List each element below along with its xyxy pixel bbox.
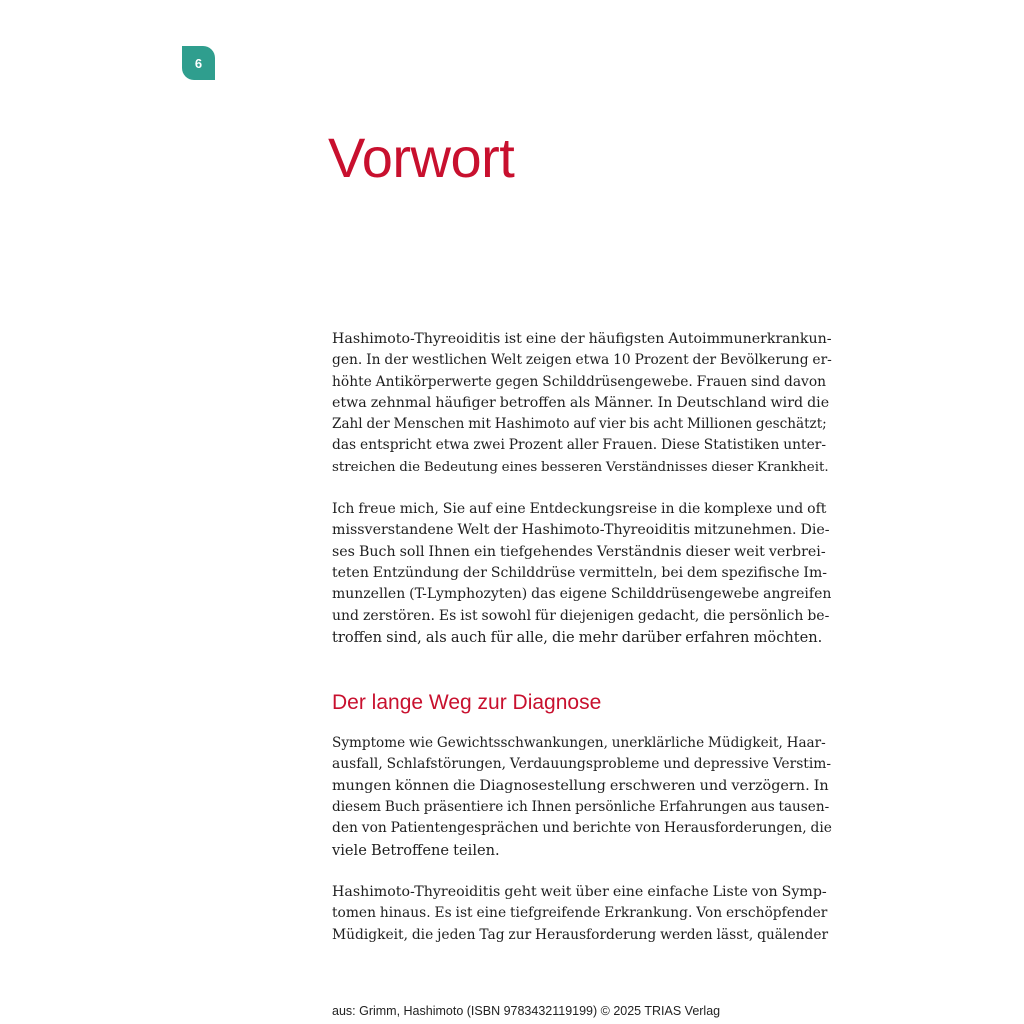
body-text xyxy=(332,329,832,946)
paragraph-symptoms xyxy=(332,733,832,861)
text-line: ses Buch soll Ihnen ein tiefgehendes Verständnis dieser weit verbrei- xyxy=(332,543,826,560)
text-line: Hashimoto-Thyreoiditis geht weit über eine einfache Liste von Symp- xyxy=(332,883,827,900)
text-line: das entspricht etwa zwei Prozent aller Frauen. Diese Statistiken unter- xyxy=(332,437,827,454)
text-line: etwa zehnmal häufiger betroffen als Männer. In Deutschland wird die xyxy=(332,394,830,411)
source-footer: aus: Grimm, Hashimoto (ISBN 9783432119199) © 2025 TRIAS Verlag xyxy=(332,1004,721,1018)
text-line: Hashimoto-Thyreoiditis ist eine der häufigsten Autoimmunerkrankun- xyxy=(332,331,832,347)
text-line: viele Betroffene teilen. xyxy=(332,841,500,859)
page-title: Vorwort xyxy=(328,126,515,189)
text-line: troffen sind, als auch für alle, die mehr darüber erfahren möchten. xyxy=(332,628,823,646)
text-line: Müdigkeit, die jeden Tag zur Herausforderung werden lässt, quälender xyxy=(332,926,829,943)
section-heading: Der lange Weg zur Diagnose xyxy=(332,691,602,715)
paragraph-continuation xyxy=(332,882,828,946)
paragraph-intro xyxy=(332,329,832,478)
text-line: Zahl der Menschen mit Hashimoto auf vier bis acht Millionen geschätzt; xyxy=(332,416,827,433)
text-line: und zerstören. Es ist sowohl für diejenigen gedacht, die persönlich be- xyxy=(332,607,830,624)
page-number: 6 xyxy=(194,55,203,71)
text-line: Symptome wie Gewichtsschwankungen, unerklärliche Müdigkeit, Haar- xyxy=(332,735,826,752)
page-number-badge xyxy=(182,46,215,80)
text-line: mungen können die Diagnosestellung erschweren und verzögern. In xyxy=(332,777,829,794)
text-line: munzellen (T-Lymphozyten) das eigene Schilddrüsengewebe angreifen xyxy=(332,586,832,603)
text-line: höhte Antikörperwerte gegen Schilddrüsengewebe. Frauen sind davon xyxy=(332,373,827,390)
text-line: gen. In der westlichen Welt zeigen etwa 10 Prozent der Bevölkerung er- xyxy=(332,352,832,369)
text-line: streichen die Bedeutung eines besseren Verständnisses dieser Krankheit. xyxy=(332,459,829,475)
text-line: teten Entzündung der Schilddrüse vermitteln, bei dem spezifische Im- xyxy=(332,564,827,581)
text-line: ausfall, Schlafstörungen, Verdauungsprobleme und depressive Verstim- xyxy=(332,756,831,773)
text-line: diesem Buch präsentiere ich Ihnen persönliche Erfahrungen aus tausen- xyxy=(332,799,830,816)
text-line: tomen hinaus. Es ist eine tiefgreifende Erkrankung. Von erschöpfender xyxy=(332,905,828,922)
text-line: Ich freue mich, Sie auf eine Entdeckungsreise in die komplexe und oft xyxy=(332,501,827,518)
text-line: missverstandene Welt der Hashimoto-Thyreoiditis mitzunehmen. Die- xyxy=(332,522,830,539)
paragraph-invitation xyxy=(332,499,832,648)
text-line: den von Patientengesprächen und berichte von Herausforderungen, die xyxy=(332,820,832,837)
